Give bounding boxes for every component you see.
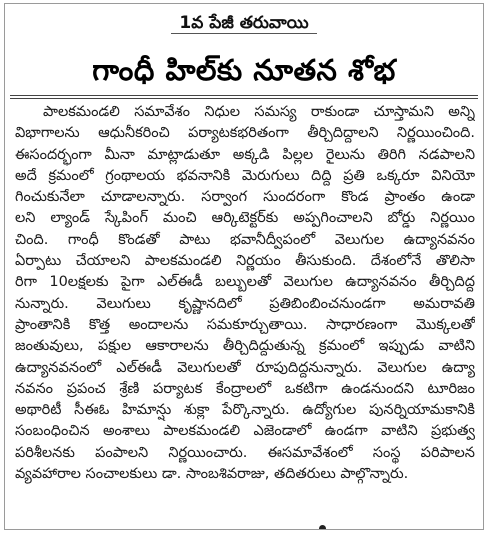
body-line: నవనం ప్రపంచ శ్రేణి పర్యాటక కేంద్రాలలో ఒకటిగా ఉండనుందని టూరిజం [15, 380, 475, 397]
body-line: నున్నారు. వెలుగులు కృష్ణానదిలో ప్రతిబింబించనుండగా అమరావతి [15, 295, 475, 312]
body-line: చింది. గాంధీ కొండతో పాటు భవానీద్వీపంలో వెలుగుల ఉద్యానవనం [15, 231, 475, 248]
article-body [15, 102, 475, 485]
end-mark-dot [319, 525, 326, 530]
headline: గాంధీ హిల్‌కు నూతన శోభ [92, 53, 396, 87]
body-line: పాలకమండలి సమావేశం నిధుల సమస్య రాకుండా చూస్తామని అన్ని [43, 104, 475, 120]
body-line: లని ల్యాండ్ స్కేపింగ్ మంచి ఆర్కిటెక్టర్‌కు అప్పగించాలని బోర్డు నిర్ణయిం [15, 210, 475, 227]
body-line: పరిశీలనకు పంపాలని నిర్ణయించారు. ఈసమావేశంలో సంస్థ పరిపాలన [15, 444, 475, 461]
body-line: ప్రాంతానికి కొత్త అందాలను సమకూర్చుతాయి. సాధారణంగా మొక్కలతో [15, 316, 475, 333]
body-line: రిగా 10లక్షలకు పైగా ఎల్ఈడీ బల్బులతో వెలుగుల ఉద్యానవనం తీర్చిదిద్ద [15, 274, 475, 291]
body-line: అథారిటీ సీఈఓ హిమాన్షు శుక్లా పేర్కొన్నారు. ఉద్యోగుల పునర్నియామకానికి [15, 402, 475, 419]
body-line: గించుకునేలా చూడాలన్నారు. సర్వాంగ సుందరంగా కొండ ప్రాంతం ఉండా [15, 189, 475, 206]
kicker-container [5, 13, 483, 34]
headline-rule-top [10, 95, 478, 96]
body-line: సంబంధించిన అంశాలు పాలకమండలి ఎజెండాలో ఉండగా వాటిని ప్రభుత్వ [15, 423, 475, 440]
continued-from-kicker: 1వ పేజీ తరువాయి [171, 13, 316, 34]
body-line: ఈసందర్భంగా మీనా మాట్లాడుతూ అక్కడి పిల్లల రైలును తిరిగి నడపాలని [15, 146, 475, 163]
headline-rule-bottom [10, 98, 478, 99]
body-line: వ్యవహారాల సంచాలకులు డా. సాంబశివరాజు, తదితరులు పాల్గొన్నారు. [15, 466, 409, 483]
body-line: ఉద్యానవనంలో ఎల్ఈడీ వెలుగులతో రూపుదిద్దనున్నారు. వెలుగుల ఉద్యా [15, 359, 475, 376]
news-clipping [4, 3, 484, 530]
body-line: విభాగాలను ఆధునీకరించి పర్యాటకభరితంగా తీర్చిదిద్దాలని నిర్ణయించింది. [15, 125, 475, 142]
body-line: అదే క్రమంలో గ్రంథాలయ భవనానికి మెరుగులు దిద్ది ప్రతి ఒక్కరూ వినియో [15, 167, 475, 184]
body-line: ఏర్పాటు చేయాలని పాలకమండలి నిర్ణయం తీసుకుంది. దేశంలోనే తొలిసా [15, 253, 475, 270]
body-line: జంతువులు, పక్షుల ఆకారాలను తీర్చిదిద్దుతున్న క్రమంలో ఇప్పుడు వాటిని [15, 338, 475, 355]
